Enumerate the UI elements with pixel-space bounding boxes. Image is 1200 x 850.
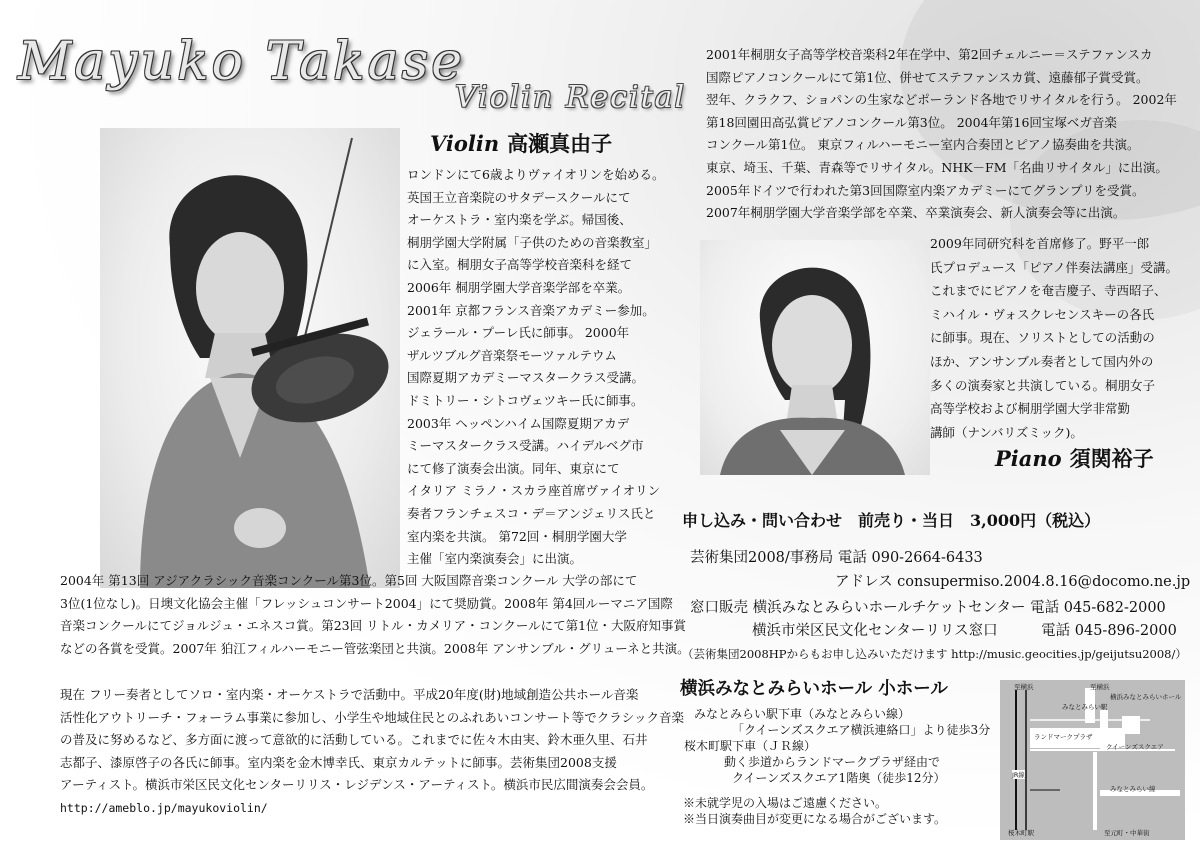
violin-label: Violin (430, 131, 500, 156)
bio-line: 奏者フランチェスコ・デ＝アンジェリス氏と (407, 505, 656, 521)
bio-line: の普及に努めるなど、多方面に渡って意欲的に活動している。これまでに佐々木由実、鈴木亜久里、石井 (60, 732, 648, 748)
bio-line: 講師（ナンバリズミック)。 (930, 424, 1083, 440)
bio-line: ミーマスタークラス受講。ハイデルベグ市 (407, 438, 644, 454)
violinist-url[interactable]: http://ameblo.jp/mayukoviolin/ (60, 800, 268, 815)
pianist-photo (700, 240, 930, 475)
map-label-sakuragicho: 桜木町駅 (1008, 829, 1034, 837)
venue-notes (683, 795, 946, 827)
pianist-bio-side (930, 232, 1178, 444)
violinist-bio-current (60, 684, 684, 820)
note-line: ※未就学児の入場はご遠慮ください。 (683, 796, 888, 810)
bio-line: 国際ピアノコンクールにて第1位、併せてステファンスカ賞、遠藤郁子賞受賞。 (706, 69, 1149, 85)
bio-line: ミハイル・ヴォスクレセンスキーの各氏 (930, 306, 1155, 322)
bio-line: 3位(1位なし)。日墺文化協会主催「フレッシュコンサート2004」にて奨励賞。2008年 第4回ルーマニア国際 (60, 595, 673, 611)
ticket-heading: 申し込み・問い合わせ 前売り・当日 3,000円（税込） (682, 511, 1101, 530)
recital-subtitle: Violin Recital (455, 80, 687, 115)
bio-line: コンクール第1位。 東京フィルハーモニー室内合奏団とピアノ協奏曲を共演。 (706, 137, 1140, 153)
bio-line: アーティスト。横浜市栄区民文化センターリリス・レジデンス・アーティスト。横浜市民広間演奏会会員。 (60, 777, 654, 793)
bio-line: に入室。桐朋女子高等学校音楽科を経て (407, 257, 633, 273)
note-line: ※当日演奏曲目が変更になる場合がございます。 (683, 812, 947, 826)
organizer-contact: 芸術集団2008/事務局 電話 090-2664-6433 (690, 550, 983, 566)
venue-access (680, 706, 990, 786)
violinist-name-line (430, 128, 612, 158)
bio-line: 桐朋学園大学附属「子供のための音楽教室」 (407, 234, 658, 250)
bio-line: に師事。現在、ソリストとしての活動の (930, 330, 1155, 346)
bio-line: ドミトリー・シトコヴェツキー氏に師事。 (407, 392, 644, 408)
bio-line: 2004年 第13回 アジアクラシック音楽コンクール第3位。第5回 大阪国際音楽コンクール 大学の部にて (60, 573, 638, 588)
bio-line: 現在 フリー奏者としてソロ・室内楽・オーケストラで活動中。平成20年度(財)地域創造公共ホール音楽 (60, 687, 639, 702)
violinist-photo (100, 128, 400, 588)
bio-line: ほか、アンサンブル奏者として国内外の (930, 353, 1154, 369)
bio-line: 2003年 ヘッペンハイム国際夏期アカデ (407, 415, 630, 431)
bio-line: 2001年桐朋女子高等学校音楽科2年在学中、第2回チェルニー＝ステファンスカ (706, 47, 1153, 62)
violinist-name: 高瀬真由子 (507, 131, 613, 156)
map-label-landmark: ランドマークプラザ (1034, 733, 1093, 741)
map-label-jr: JR線 (1012, 771, 1025, 779)
bio-line: 国際夏期アカデミーマスタークラス受講。 (407, 370, 645, 386)
map-label-queens: クイーンズスクエア (1106, 743, 1164, 751)
pianist-name-line (995, 443, 1154, 473)
box-office-1: 窓口販売 横浜みなとみらいホールチケットセンター 電話 045-682-2000 (690, 600, 1166, 616)
bio-line: オーケストラ・室内楽を学ぶ。帰国後、 (407, 212, 632, 228)
bio-line: 2001年 京都フランス音楽アカデミー参加。 (407, 302, 655, 318)
bio-line: にて修了演奏会出演。同年、東京にて (407, 460, 620, 476)
web-order-note: （芸術集団2008HPからもお申し込みいただけます http://music.geocities.jp/geijutsu2008/） (682, 647, 1187, 661)
access-line: みなとみらい駅下車（みなとみらい線） (694, 707, 911, 721)
email-address[interactable]: アドレス consupermiso.2004.8.16@docomo.ne.jp (835, 574, 1191, 590)
bio-line: 2007年桐朋学園大学音楽学部を卒業、卒業演奏会、新人演奏会等に出演。 (706, 205, 1126, 221)
bio-line: 多くの演奏家と共演している。桐朋女子 (930, 377, 1156, 393)
bio-line: 高等学校および桐朋学園大学非常勤 (930, 401, 1131, 417)
access-line: 桜木町駅下車（ＪＲ線） (684, 739, 817, 753)
bio-line: 2006年 桐朋学園大学音楽学部を卒業。 (407, 279, 631, 295)
box-office-2: 横浜市栄区民文化センターリリス窓口 電話 045-896-2000 (752, 623, 1177, 639)
violinist-illustration (100, 128, 400, 588)
bio-line: 室内楽を共演。 第72回・桐朋学園大学 (407, 528, 627, 544)
bio-line: 翌年、クラクフ、ショパンの生家などポーランド各地でリサイタルを行う。 2002年 (706, 92, 1177, 108)
bio-line: ロンドンにて6歳よりヴァイオリンを始める。 (407, 167, 665, 182)
performer-title: Mayuko Takase (18, 32, 466, 92)
pianist-illustration (700, 240, 930, 475)
access-map (1000, 680, 1185, 840)
piano-label: Piano (995, 446, 1062, 471)
venue-info (680, 675, 990, 786)
venue-name: 横浜みなとみらいホール 小ホール (680, 679, 948, 699)
bio-line: ザルツブルグ音楽祭モーツァルテウム (407, 347, 617, 363)
pianist-name: 須関裕子 (1069, 446, 1154, 471)
violinist-bio-side (407, 164, 664, 571)
map-label-yokohama: 至横浜 (1090, 683, 1110, 691)
bio-line: 第18回園田高弘賞ピアノコンクール第3位。 2004年第16回宝塚ベガ音楽 (706, 114, 1117, 130)
bio-line: 主催「室内楽演奏会」に出演。 (407, 551, 583, 567)
map-label-hall: 横浜みなとみらいホール (1110, 693, 1182, 701)
map-label-station: みなとみらい駅 (1062, 703, 1108, 711)
map-label-mm-line: みなとみらい線 (1110, 785, 1156, 793)
bio-line: イタリア ミラノ・スカラ座首席ヴァイオリン (407, 483, 661, 499)
bio-line: 英国王立音楽院のサタデースクールにて (407, 189, 631, 205)
bio-line: 2009年同研究科を首席修了。野平一郎 (930, 236, 1150, 251)
bio-line: これまでにピアノを奄吉慶子、寺西昭子、 (930, 283, 1167, 299)
access-line: 動く歩道からランドマークプラザ経由で (724, 755, 941, 769)
bio-line: 志都子、漆原啓子の各氏に師事。室内楽を金木博幸氏、東京カルテットに師事。芸術集団2008支援 (60, 754, 617, 770)
map-label-motomachi: 至元町・中華街 (1104, 829, 1150, 837)
bio-line: 2005年ドイツで行われた第3回国際室内楽アカデミーにてグランプリを受賞。 (706, 182, 1145, 198)
access-line: 「クイーンズスクエア横浜連絡口」より徒歩3分 (732, 723, 991, 737)
bio-line: 東京、埼玉、千葉、青森等でリサイタル。NHK－FM「名曲リサイタル」に出演。 (706, 159, 1168, 175)
bio-line: 氏プロデュース「ピアノ伴奏法講座」受講。 (930, 259, 1179, 275)
bio-line: 活性化アウトリーチ・フォーラム事業に参加し、小学生や地域住民とのふれあいコンサート等でクラシック音楽 (60, 709, 685, 725)
bio-line: 音楽コンクールにてジョルジュ・エネスコ賞。第23回 リトル・カメリア・コンクールにて第1位・大阪府知事賞 (60, 618, 687, 634)
map-label-yokohama: 至横浜 (1014, 683, 1034, 691)
ticket-info (682, 508, 1187, 531)
pianist-bio-top (706, 44, 1177, 225)
access-line: クイーンズスクエア1階奥（徒歩12分） (732, 771, 946, 785)
bio-line: ジェラール・プーレ氏に師事。 2000年 (407, 325, 630, 341)
bio-line: などの各賞を受賞。2007年 狛江フィルハーモニー管弦楽団と共演。2008年 アンサンブル・グリューネと共演。 (60, 640, 690, 656)
violinist-bio-awards (60, 570, 690, 660)
